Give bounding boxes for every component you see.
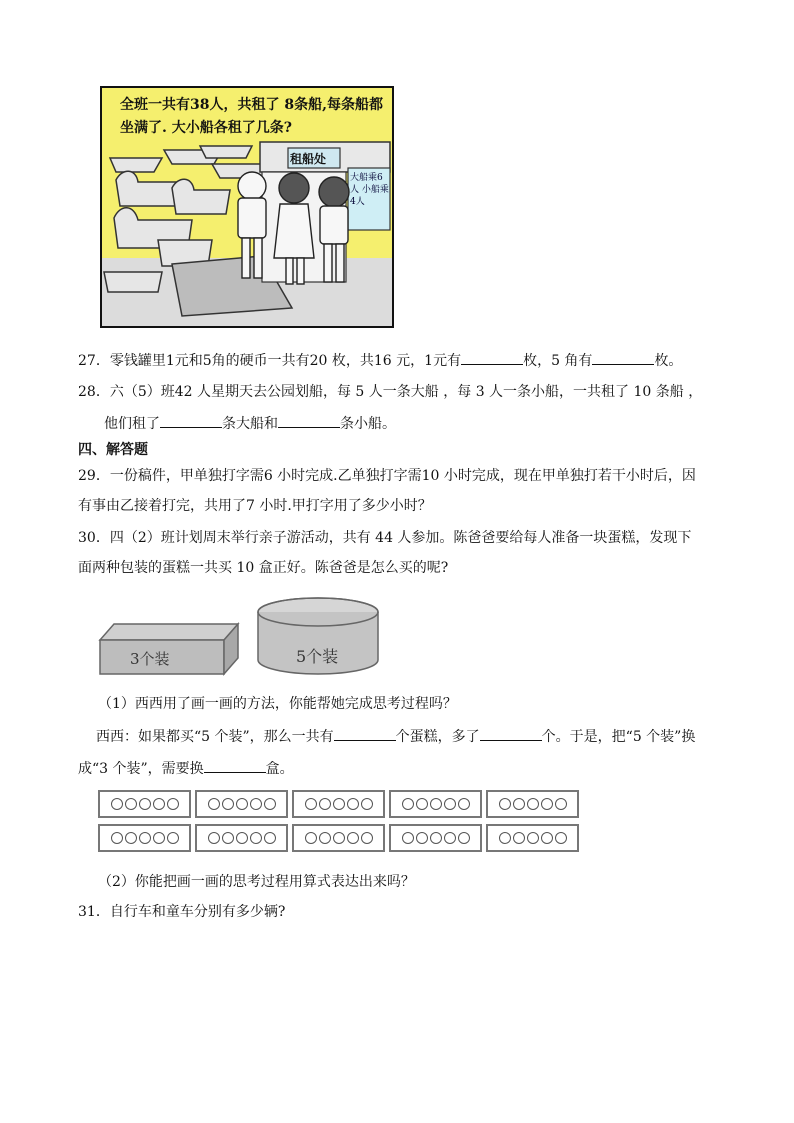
section-4-heading: 四、解答题	[78, 442, 148, 458]
circle-box	[486, 790, 579, 818]
cake-circle-diagram	[98, 790, 579, 852]
boat-scene-drawing	[102, 88, 392, 326]
circle-box-row-1	[98, 790, 579, 818]
q30-text-d: 成“3 个装”，需要换	[78, 761, 204, 777]
illustration-problem-text: 全班一共有38人，共租了 8条船,每条船都坐满了. 大小船各租了几条?	[120, 97, 383, 136]
circle-box	[292, 790, 385, 818]
q27-text-c: 枚。	[654, 353, 683, 369]
question-29-line-2: 有事由乙接着打完，共用了7 小时.甲打字用了多少小时？	[78, 498, 432, 514]
q27-blank-1[interactable]	[461, 350, 523, 365]
q30-text-e: 盒。	[265, 761, 294, 777]
q28-text-a: 他们租了	[104, 416, 160, 432]
q27-text-a: 27．零钱罐里1元和5角的硬币一共有20 枚，共16 元，1元有	[78, 353, 462, 369]
q30-sub-2: （2）你能把画一画的思考过程用算式表达出来吗？	[98, 874, 415, 890]
q30-blank-1[interactable]	[334, 726, 396, 741]
question-29-line-1: 29．一份稿件，甲单独打字需6 小时完成.乙单独打字需10 小时完成，现在甲单独打若干小时后，因	[78, 468, 696, 484]
q30-blank-3[interactable]	[204, 758, 266, 773]
q30-blank-2[interactable]	[480, 726, 542, 741]
boat-capacity-sign: 大船乘6人 小船乘4人	[350, 173, 389, 207]
q28-blank-1[interactable]	[160, 413, 222, 428]
question-28-line-2	[104, 413, 396, 434]
circle-box	[389, 790, 482, 818]
q30-text-a: 西西：如果都买“5 个装”，那么一共有	[96, 729, 334, 745]
question-28-line-1: 28．六（5）班42 人星期天去公园划船，每 5 人一条大船 ，每 3 人一条小船，一共租了 10 条船 ，	[78, 384, 703, 400]
box-5-label: 5个装	[296, 647, 339, 666]
question-30-line-1: 30．四（2）班计划周末举行亲子游活动，共有 44 人参加。陈爸爸要给每人准备一块蛋糕，发现下	[78, 530, 692, 546]
question-27	[78, 350, 682, 371]
circle-box	[98, 790, 191, 818]
circle-box-row-2	[98, 824, 579, 852]
booth-label: 租船处	[290, 152, 327, 166]
circle-box	[486, 824, 579, 852]
children	[238, 172, 349, 284]
box-3-label: 3个装	[130, 650, 170, 668]
q27-text-b: 枚，5 角有	[523, 353, 593, 369]
circle-box	[389, 824, 482, 852]
q30-sub-1-line-2	[78, 758, 294, 779]
circle-box	[195, 824, 288, 852]
question-30-line-2: 面两种包装的蛋糕一共买 10 盒正好。陈爸爸是怎么买的呢?	[78, 560, 449, 576]
q28-text-c: 条小船。	[340, 416, 396, 432]
q27-blank-2[interactable]	[592, 350, 654, 365]
q28-blank-2[interactable]	[278, 413, 340, 428]
q30-text-c: 个。于是，把“5 个装”换	[541, 729, 696, 745]
circle-box	[292, 824, 385, 852]
q28-text-b: 条大船和	[222, 416, 278, 432]
circle-box	[195, 790, 288, 818]
q30-text-b: 个蛋糕，多了	[395, 729, 480, 745]
q30-sub-1-line-1	[96, 726, 695, 747]
circle-box	[98, 824, 191, 852]
question-31: 31．自行车和童车分别有多少辆?	[78, 904, 286, 920]
boat-rental-illustration	[100, 86, 394, 328]
q30-sub-1: （1）西西用了画一画的方法，你能帮她完成思考过程吗？	[98, 696, 457, 712]
